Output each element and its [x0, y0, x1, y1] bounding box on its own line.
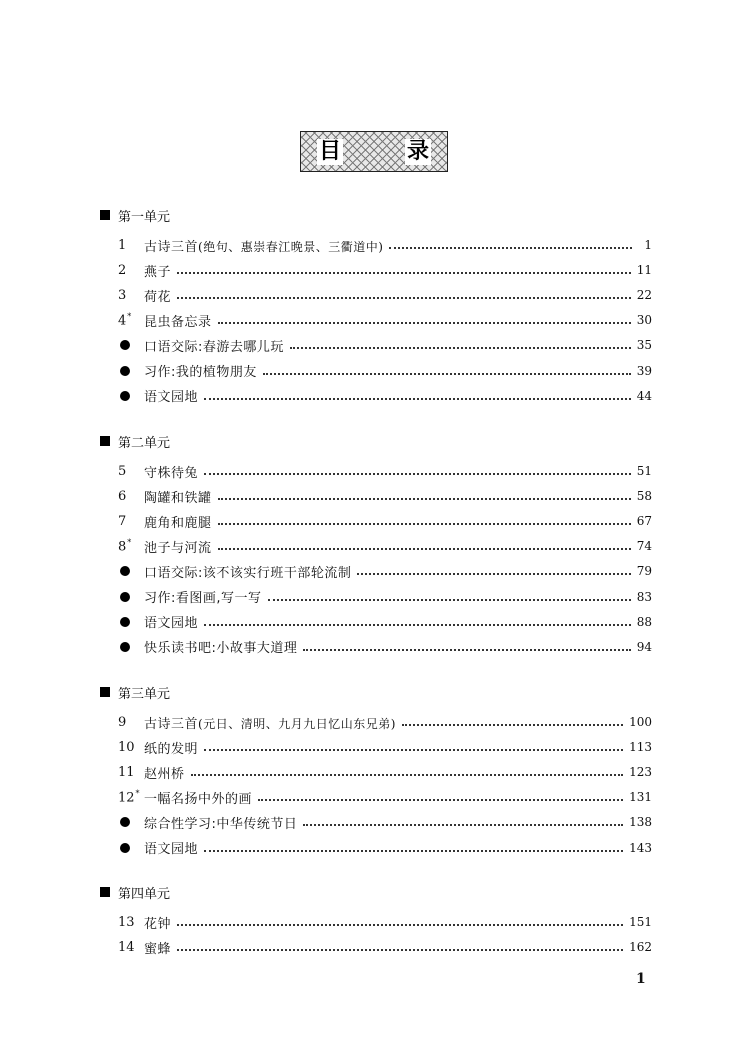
entry-title: [144, 587, 262, 606]
entry-title-text: 快乐读书吧:小故事大道理: [144, 641, 298, 657]
entry-page-number: 113: [629, 740, 652, 755]
dot-leader: [204, 624, 631, 626]
entry-page-number: 151: [629, 915, 652, 929]
dot-leader: [357, 573, 630, 575]
entry-title: [144, 386, 198, 405]
unit-heading: [100, 882, 170, 902]
lesson-number: [118, 514, 144, 529]
entry-page-number: 138: [629, 815, 652, 830]
toc-entry[interactable]: [118, 637, 652, 657]
toc-entry[interactable]: [118, 787, 652, 807]
entry-title: [144, 562, 351, 581]
entry-title-text: 古诗三首: [144, 239, 199, 255]
entry-title-text: 习作:我的植物朋友: [144, 365, 257, 380]
entry-title: [144, 261, 171, 280]
toc-entry[interactable]: [118, 937, 652, 957]
circle-bullet-icon: [120, 642, 130, 652]
lesson-number: [118, 715, 144, 730]
dot-leader: [218, 523, 631, 525]
entry-title-text: 花钟: [144, 916, 172, 932]
entry-title: [144, 637, 297, 656]
toc-entry[interactable]: [118, 335, 652, 355]
dot-leader: [402, 724, 623, 726]
unit-heading: [100, 431, 170, 451]
lesson-number-text: 13: [118, 914, 135, 930]
entry-page-number: 30: [636, 313, 652, 328]
entry-title: [144, 512, 212, 531]
toc-title: [300, 131, 448, 172]
entry-title-text: 鹿角和鹿腿: [144, 515, 212, 531]
entry-title-text: 习作:看图画,写一写: [144, 591, 262, 606]
dot-leader: [303, 649, 630, 651]
lesson-number: [118, 464, 144, 479]
lesson-number: [118, 915, 144, 930]
toc-entry[interactable]: [118, 361, 652, 381]
entry-title-text: 综合性学习:中华传统节日: [144, 816, 298, 832]
entry-title: [144, 788, 252, 807]
toc-entry[interactable]: [118, 511, 652, 531]
entry-title-text: 古诗三首: [144, 716, 199, 732]
lesson-number-text: 6: [118, 488, 127, 504]
entry-page-number: 162: [629, 940, 652, 955]
dot-leader: [177, 297, 631, 299]
unit-heading-label: 第四单元: [118, 886, 171, 902]
lesson-number-text: 7: [118, 513, 127, 529]
toc-entry[interactable]: [118, 310, 652, 330]
square-bullet-icon: [100, 887, 110, 897]
lesson-number-text: 8: [118, 539, 127, 555]
optional-lesson-star: *: [135, 789, 140, 799]
entry-title: [144, 838, 198, 857]
toc-entry[interactable]: [118, 486, 652, 506]
entry-page-number: 79: [636, 564, 652, 579]
dot-leader: [191, 774, 624, 776]
entry-title-text: 语文园地: [144, 616, 199, 632]
entry-title-text: 荷花: [144, 289, 172, 305]
toc-entry[interactable]: [118, 260, 652, 280]
page-number: 1: [636, 971, 646, 987]
dot-leader: [218, 548, 631, 550]
toc-entry[interactable]: [118, 235, 652, 255]
lesson-number: [118, 765, 144, 780]
lesson-number-text: 9: [118, 714, 127, 730]
lesson-number: [118, 312, 144, 328]
square-bullet-icon: [100, 210, 110, 220]
entry-title-text: 一幅名扬中外的画: [144, 791, 253, 807]
entry-page-number: 123: [629, 765, 652, 780]
circle-bullet-icon: [120, 566, 130, 576]
toc-entry[interactable]: [118, 587, 652, 607]
lesson-number: [118, 489, 144, 504]
entry-title-text: 昆虫备忘录: [144, 314, 212, 330]
entry-title-text: 蜜蜂: [144, 941, 172, 957]
dot-leader: [177, 924, 623, 926]
entry-title: [144, 713, 396, 732]
entry-title: [144, 462, 198, 481]
toc-title-char-1: 目: [319, 138, 342, 164]
toc-title-char-2: 录: [406, 138, 429, 164]
entry-title: [144, 311, 212, 330]
toc-entry[interactable]: [118, 712, 652, 732]
entry-title-text: 守株待兔: [144, 465, 199, 481]
entry-page-number: 74: [636, 539, 652, 554]
unit-heading-label: 第三单元: [118, 686, 171, 702]
lesson-number-text: 5: [118, 463, 127, 479]
lesson-number-text: 11: [118, 764, 135, 780]
circle-bullet-icon: [120, 366, 130, 376]
entry-page-number: 131: [629, 790, 652, 805]
dot-leader: [204, 398, 631, 400]
circle-bullet-icon: [120, 617, 130, 627]
lesson-number-text: 2: [118, 262, 127, 278]
toc-entry[interactable]: [118, 285, 652, 305]
entry-title-text: 赵州桥: [144, 766, 185, 782]
unit-heading: [100, 682, 170, 702]
entry-title: [144, 763, 185, 782]
entry-page-number: 83: [636, 589, 652, 604]
entry-title: [144, 286, 171, 305]
entry-page-number: 51: [636, 464, 652, 478]
entry-title: [144, 738, 198, 757]
entry-title: [144, 537, 212, 556]
entry-title: [144, 236, 383, 255]
toc-entry[interactable]: [118, 912, 652, 932]
dot-leader: [290, 347, 631, 349]
entry-title-text: 燕子: [144, 264, 172, 280]
entry-page-number: 67: [636, 514, 652, 529]
entry-page-number: 94: [636, 639, 652, 654]
square-bullet-icon: [100, 436, 110, 446]
dot-leader: [303, 824, 623, 826]
entry-title-text: 语文园地: [144, 842, 199, 857]
entry-subtitle: (绝句、惠崇春江晚景、三衢道中): [198, 239, 384, 254]
entry-title: [144, 487, 212, 506]
entry-page-number: 39: [636, 363, 652, 378]
lesson-number: [118, 740, 144, 755]
circle-bullet-icon: [120, 817, 130, 827]
entry-title: [144, 913, 171, 932]
entry-page-number: 1: [644, 238, 652, 252]
entry-page-number: 58: [636, 489, 652, 504]
lesson-number-text: 14: [118, 939, 135, 955]
entry-title: [144, 361, 257, 380]
entry-subtitle: (元日、清明、九月九日忆山东兄弟): [198, 716, 396, 731]
dot-leader: [204, 850, 623, 852]
toc-entry[interactable]: [118, 812, 652, 832]
entry-page-number: 11: [636, 263, 652, 278]
entry-page-number: 143: [629, 840, 652, 855]
entry-title: [144, 336, 284, 355]
circle-bullet-icon: [120, 391, 130, 401]
circle-bullet-icon: [120, 340, 130, 350]
dot-leader: [389, 247, 632, 249]
circle-bullet-icon: [120, 592, 130, 602]
dot-leader: [268, 599, 631, 601]
toc-entry[interactable]: [118, 737, 652, 757]
lesson-number-text: 12: [118, 790, 135, 806]
dot-leader: [258, 799, 623, 801]
toc-entry[interactable]: [118, 386, 652, 406]
entry-page-number: 100: [629, 715, 652, 729]
optional-lesson-star: *: [127, 538, 132, 548]
dot-leader: [204, 749, 623, 751]
entry-title-text: 口语交际:春游去哪儿玩: [144, 339, 284, 355]
circle-bullet-icon: [120, 843, 130, 853]
entry-title-text: 纸的发明: [144, 741, 199, 757]
unit-heading-label: 第二单元: [118, 435, 171, 451]
lesson-number: [118, 288, 144, 303]
toc-entry[interactable]: [118, 612, 652, 632]
entry-title-text: 池子与河流: [144, 540, 212, 556]
lesson-number-text: 10: [118, 739, 135, 755]
dot-leader: [218, 498, 631, 500]
lesson-number: [118, 940, 144, 955]
toc-entry[interactable]: [118, 461, 652, 481]
entry-title-text: 语文园地: [144, 390, 199, 406]
dot-leader: [204, 473, 631, 475]
dot-leader: [218, 322, 631, 324]
dot-leader: [263, 373, 631, 375]
entry-title: [144, 813, 297, 832]
lesson-number: [118, 263, 144, 278]
lesson-number-text: 4: [118, 313, 127, 329]
entry-page-number: 22: [636, 288, 652, 303]
entry-title: [144, 938, 171, 957]
lesson-number-text: 1: [118, 237, 127, 253]
dot-leader: [177, 949, 623, 951]
entry-title-text: 陶罐和铁罐: [144, 490, 212, 506]
toc-entry[interactable]: [118, 536, 652, 556]
unit-heading-label: 第一单元: [118, 209, 171, 225]
dot-leader: [177, 272, 631, 274]
toc-entry[interactable]: [118, 561, 652, 581]
entry-page-number: 44: [636, 388, 652, 403]
entry-page-number: 88: [636, 614, 652, 629]
unit-heading: [100, 205, 170, 225]
toc-entry[interactable]: [118, 762, 652, 782]
lesson-number: [118, 789, 144, 805]
lesson-number: [118, 238, 144, 253]
lesson-number: [118, 538, 144, 554]
entry-title: [144, 612, 198, 631]
entry-page-number: 35: [636, 338, 652, 353]
entry-title-text: 口语交际:该不该实行班干部轮流制: [144, 565, 352, 581]
optional-lesson-star: *: [127, 312, 132, 322]
lesson-number-text: 3: [118, 287, 127, 303]
square-bullet-icon: [100, 687, 110, 697]
toc-entry[interactable]: [118, 838, 652, 858]
